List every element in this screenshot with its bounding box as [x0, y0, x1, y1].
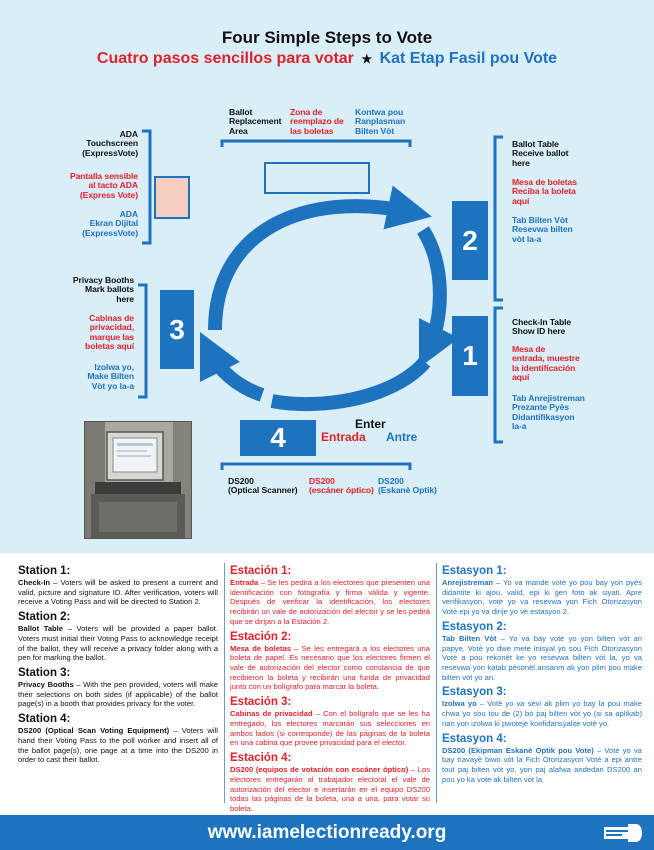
ballot-replacement-box	[265, 163, 369, 193]
ballot-replacement-label-ht: Kontwa pou Ranplasman Bilten Vòt	[355, 107, 406, 136]
ada-label-es: Pantalla sensible al tacto ADA (Express Vote)	[69, 171, 138, 200]
station-en-2	[18, 611, 218, 663]
ada-label-en: ADA Touchscreen (ExpressVote)	[82, 129, 138, 158]
logo-icon	[604, 822, 644, 844]
station-en-4-title: Station 4:	[18, 713, 71, 726]
station-ht-1-body: Anrejistreman – Yo va mande votè yo pou bay yon pyès didantite ki ajou, valid, epi ki gen foto ak siyati. Apre verifikasyon, votè yo va resevwa yon Fich Otorizasyon Votè epi yo va dirije yo vè estasyon 2.	[442, 578, 642, 617]
ds200-machine-photo	[84, 421, 192, 539]
arrow-3-to-2	[215, 206, 410, 330]
enter-label-es: Entrada	[321, 430, 366, 444]
subtitle-creole: Kat Etap Fasil pou Vote	[379, 50, 558, 67]
enter-label-en: Enter	[355, 417, 386, 431]
station-es-3-title: Estación 3:	[230, 696, 292, 709]
ballot-table-label-es: Mesa de boletas Reciba la boleta aquí	[512, 177, 577, 206]
ballot-table-label-en: Ballot Table Receive ballot here	[512, 139, 569, 168]
station-ht-1	[442, 565, 642, 617]
checkin-label-en: Check-In Table Show ID here	[512, 317, 572, 337]
station-ht-3	[442, 686, 642, 728]
privacy-booth-bracket	[138, 285, 146, 397]
station-es-1-body: Entrada – Se les pedirá a los electores que presenten una identificación con fotografía y firma válida y vigente. Después de verificar la identificación, los electores recibirán un vale de autorización del elector y se les pedirá que se dirijan a la Estación 2.	[230, 578, 430, 626]
station-ht-1-title: Estasyon 1:	[442, 565, 507, 577]
column-creole	[442, 561, 642, 785]
checkin-label-es: Mesa de entrada, muestre la identificación aquí	[512, 344, 580, 382]
station-es-3	[230, 696, 430, 748]
station-es-4	[230, 752, 430, 814]
arrow-1-to-4	[272, 362, 425, 404]
ds200-label-en: DS200 (Optical Scanner)	[228, 476, 298, 496]
station-es-2	[230, 631, 430, 693]
column-english	[18, 561, 218, 765]
ada-bracket	[142, 131, 150, 243]
station-es-3-body: Cabinas de privacidad – Con el bolígrafo que se les ha entregado, los electores marcarán sus selecciones en ambos lados (si corresponde) de las páginas de la boleta en una cabina que provee privacidad para el elector.	[230, 709, 431, 748]
footer-website-link[interactable]: www.iamelectionready.org	[207, 822, 447, 843]
station-es-1-title: Estación 1:	[230, 565, 292, 577]
station-ht-2	[442, 621, 642, 683]
station-ht-4-body: DS200 (Ekipman Eskanè Optik pou Vote) – Votè yo va bay travayè biwo vòt la Fich Otorizasyon Votè a epi antre tout paj bilten vòt yo, yon paj alafwa andedan DS200 an pou yo ka vote ak bilten vòt la.	[442, 745, 642, 784]
arrow-2-to-1	[423, 230, 440, 348]
ballot-table-label-ht: Tab Bilten Vòt Resevwa bilten vòt la-a	[512, 215, 573, 244]
page-title: Four Simple Steps to Vote	[221, 28, 433, 47]
ballot-replacement-bracket	[222, 141, 410, 147]
station-en-3-title: Station 3:	[18, 667, 71, 680]
station-4-number: 4	[240, 420, 316, 456]
arrow-4-to-3	[210, 352, 262, 395]
privacy-booth-label-ht: Izolwa yo, Make Bilten Vòt yo la-a	[87, 362, 134, 391]
station-en-3-body: Privacy Booths – With the pen provided, voters will make their selections on both sides (if applicable) of the ballot page(s) in a booth that provides privacy for the voter.	[18, 680, 218, 709]
station-es-2-body: Mesa de boletas – Se les entregará a los electores una boleta de papel. Es necesario que los electores firmen el vale de autorización del elector como constancia de que recibieron la boleta y recibirán una funda de privacidad junto con un bolígrafo para marcar la boleta.	[230, 643, 430, 692]
station-ht-4	[442, 733, 642, 785]
ballot-replacement-label-es: Zona de reemplazo de las boletas	[290, 107, 344, 136]
station-en-2-body: Ballot Table – Voters will be provided a paper ballot. Voters must initial their Voting Pass to acknowledge receipt of the ballot, they will receive a privacy folder along with a pen for marking the ballot.	[18, 624, 218, 663]
subtitle-spanish: Cuatro pasos sencillos para votar	[96, 50, 354, 67]
checkin-bracket	[495, 308, 503, 442]
station-es-4-body: DS200 (equipos de votación con escáner óptico) – Los electores entregarán al trabajador electoral el vale de autorización del elector e insertarán en el equipo DS200 todas las páginas de la boleta, una a una, para votar su boleta.	[230, 765, 430, 813]
privacy-booth-label-en: Privacy Booths Mark ballots here	[72, 275, 134, 304]
enter-label-ht: Antre	[386, 430, 418, 444]
station-es-1	[230, 565, 430, 627]
station-en-4-body: DS200 (Optical Scan Voting Equipment) – Voters will hand their Voting Pass to the poll worker and insert all of the ballot page(s), one page at a time into the DS200 in order to cast their ballot.	[18, 726, 218, 765]
station-ht-2-body: Tab Bilten Vòt – Yo va bay votè yo yon bilten vòt an papye. Votè yo dwe mete inisyal yo sou Fich Otorizasyon Votè a pou rekonèt ke yo resevwa bilten vòt la, yo va resevwa yon katab pèsonèl ansanm ak yon plim pou make bilten vòt yo an.	[442, 633, 643, 682]
ada-label-ht: ADA Ekran Dijital (ExpressVote)	[82, 209, 138, 238]
ds200-machine-illustration	[85, 422, 192, 539]
station-en-2-title: Station 2:	[18, 611, 71, 624]
station-1-number: 1	[452, 316, 488, 396]
station-descriptions	[0, 553, 654, 815]
station-ht-3-title: Estasyon 3:	[442, 686, 507, 699]
station-ht-4-title: Estasyon 4:	[442, 732, 507, 745]
station-es-2-title: Estación 2:	[230, 630, 292, 643]
ballot-table-bracket	[495, 137, 503, 300]
station-2-number: 2	[452, 201, 488, 280]
star-icon: ★	[361, 52, 373, 66]
station-es-4-title: Estación 4:	[230, 752, 292, 765]
ada-touchscreen-box	[155, 177, 189, 218]
ballot-replacement-label-en: Ballot Replacement Area	[229, 107, 282, 136]
station-ht-2-title: Estasyon 2:	[442, 620, 507, 633]
column-divider	[436, 563, 437, 803]
station-en-1-body: Check-In – Voters will be asked to present a current and valid, picture and signature ID. After verification, voters will receive a Voting Pass and will be directed to Station 2.	[18, 578, 218, 607]
station-en-4	[18, 713, 218, 765]
station-en-1	[18, 565, 218, 607]
ds200-label-ht: DS200 (Eskanè Optik)	[378, 476, 437, 496]
checkin-label-ht: Tab Anrejistreman Prezante Pyès Didantifikasyon la-a	[512, 393, 585, 431]
station-en-3	[18, 667, 218, 709]
station-3-number: 3	[160, 290, 194, 369]
station-ht-3-body: Izolwa yo – Votè yo va sèvi ak plim yo bay la pou make chwa yo sou tou de (2) bò paj bilten vòt yo (si sa aplikab) nan yon izolwa ki pwoteje konfidansyalite votè yo.	[442, 699, 642, 728]
footer-bar	[0, 815, 654, 850]
ds200-bracket	[222, 464, 410, 470]
ds200-label-es: DS200 (escáner óptico)	[309, 476, 374, 496]
station-en-1-title: Station 1:	[18, 565, 71, 577]
column-spanish	[230, 561, 430, 814]
column-divider	[224, 563, 225, 803]
privacy-booth-label-es: Cabinas de privacidad, marque las boletas aquí	[85, 313, 134, 351]
